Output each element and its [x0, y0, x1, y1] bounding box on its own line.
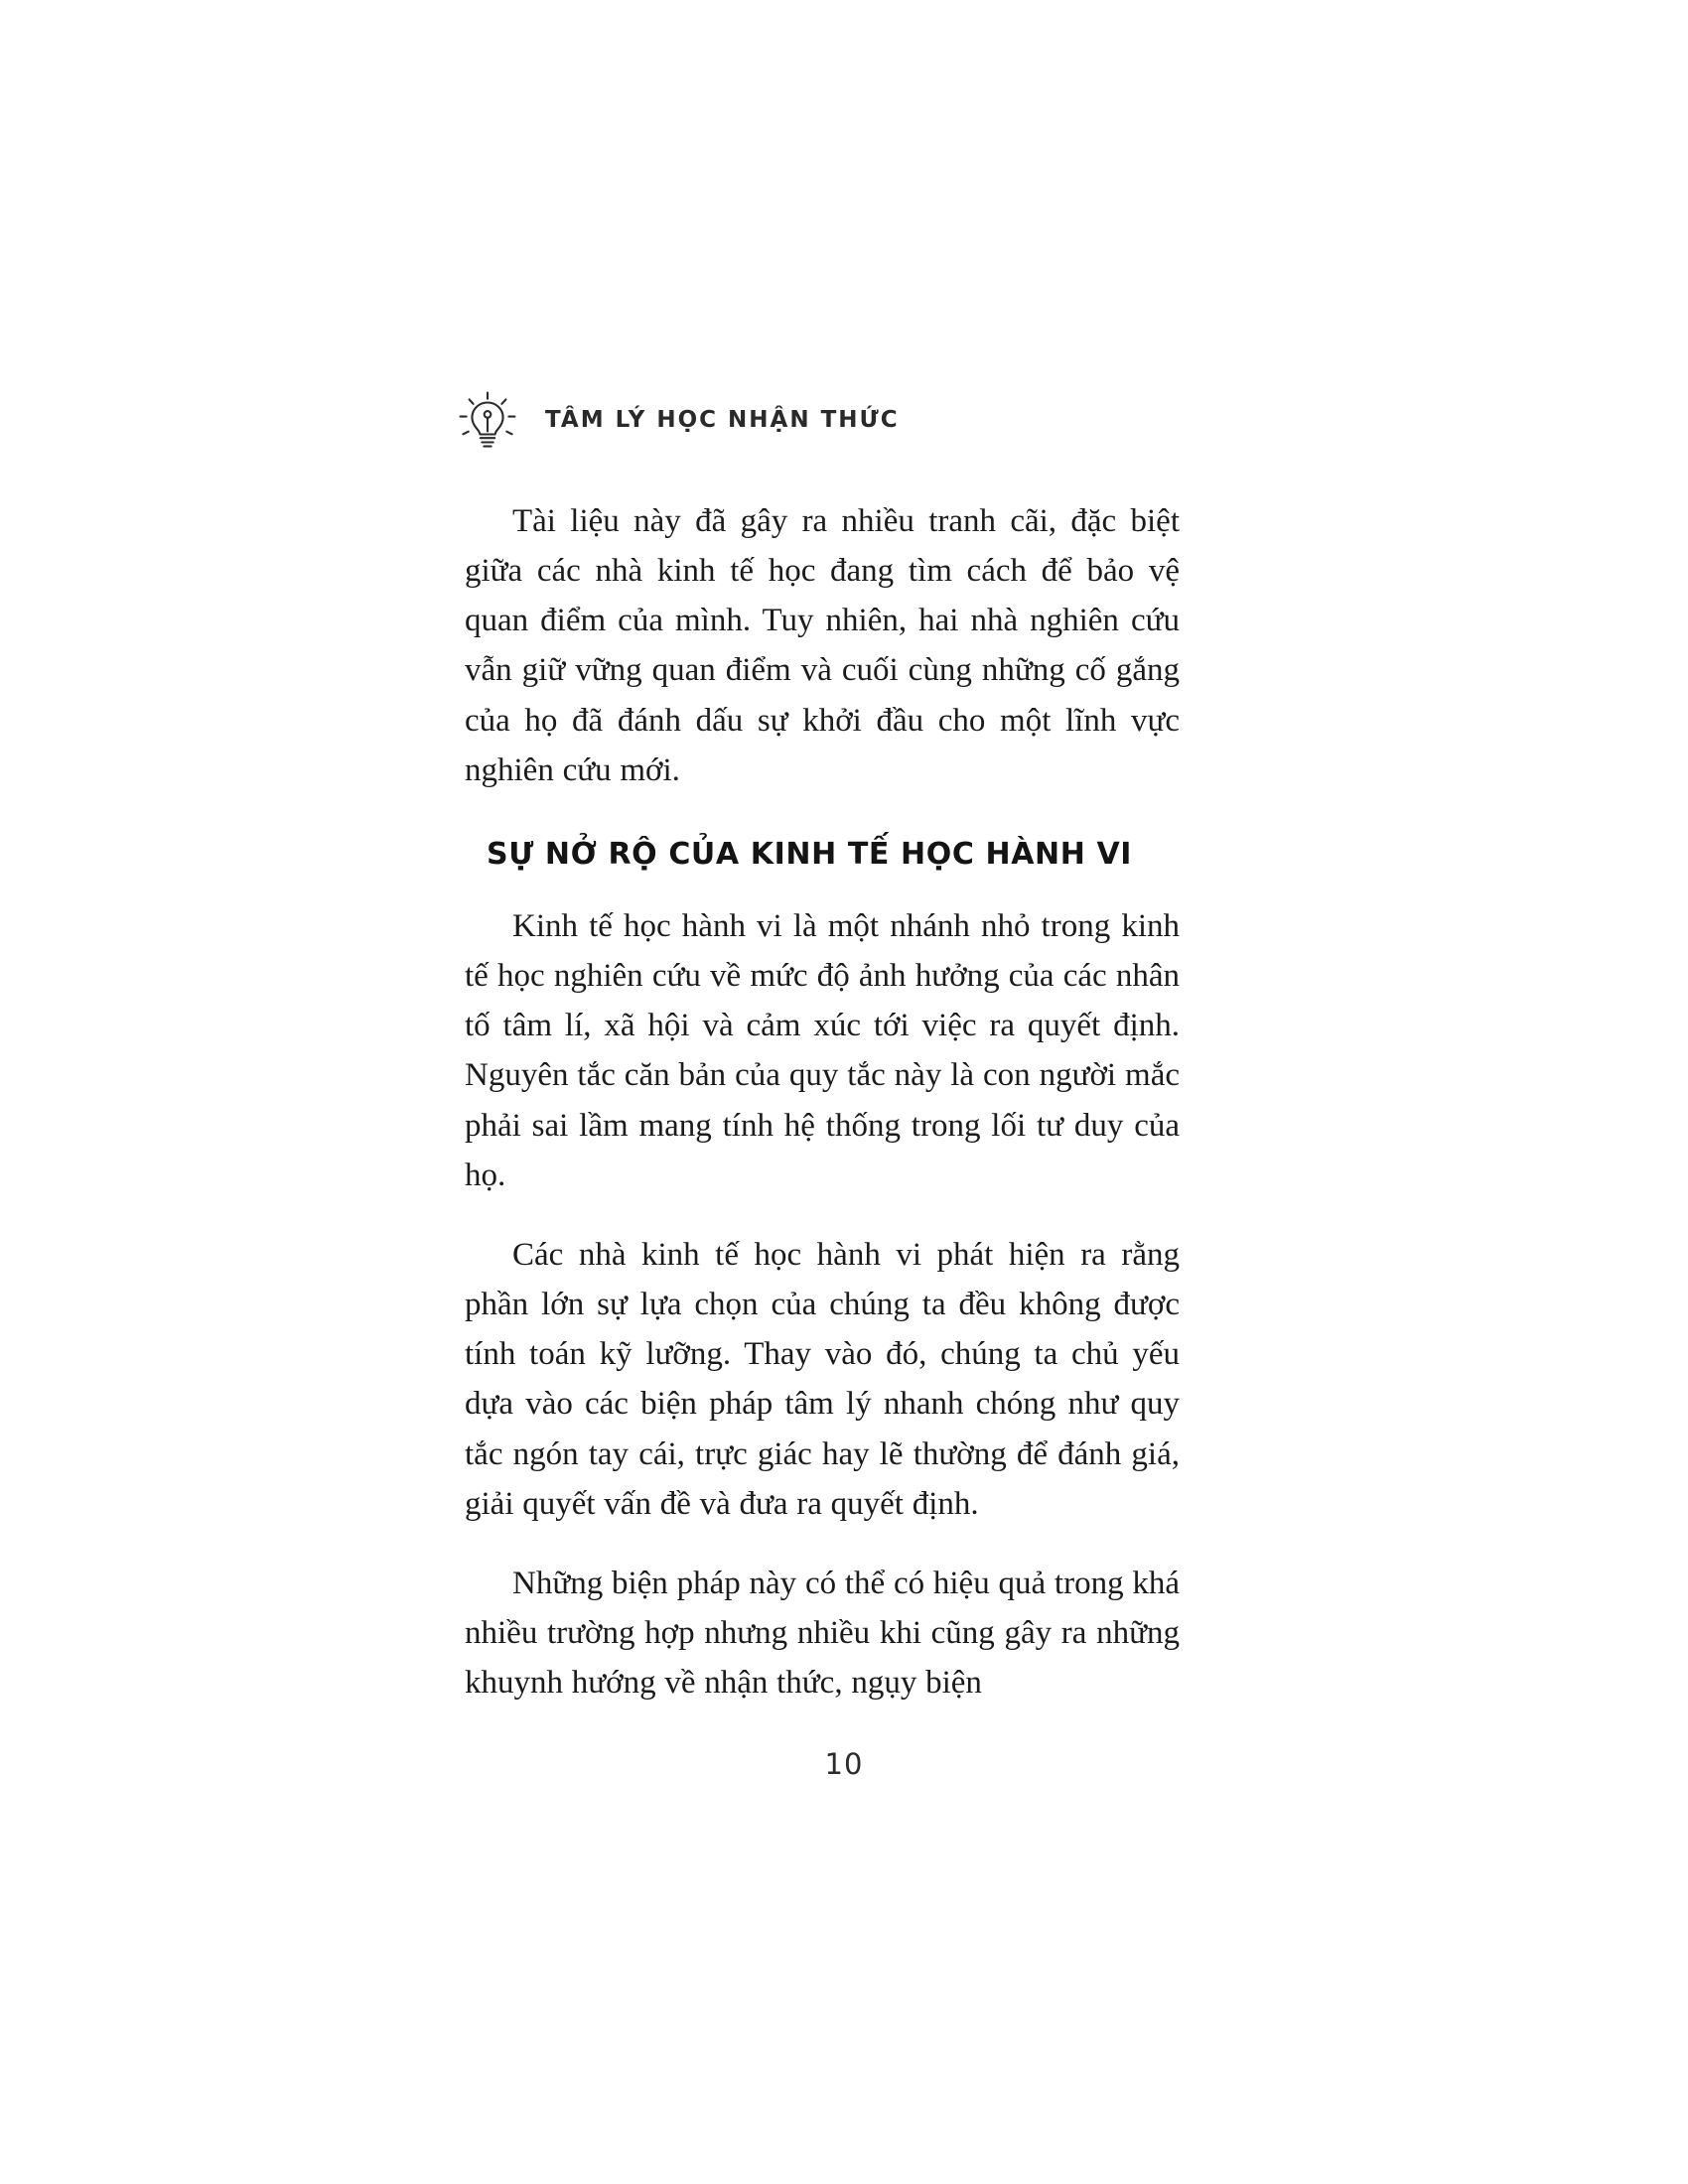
paragraph: Những biện pháp này có thể có hiệu quả trong khá nhiều trường hợp nhưng nhiều khi cũng gây ra những khuynh hướng về nhận thức, ngụy biện	[465, 1565, 1180, 1702]
section-heading: SỰ NỞ RỘ CỦA KINH TẾ HỌC HÀNH VI	[487, 836, 1133, 872]
lightbulb-idea-icon	[452, 386, 523, 458]
paragraph: Tài liệu này đã gây ra nhiều tranh cãi, đặc biệt giữa các nhà kinh tế học đang tìm cách để bảo vệ quan điểm của mình. Tuy nhiên, hai nhà nghiên cứu vẫn giữ vững quan điểm và cuối cùng những cố gắng của họ đã đánh dấu sự khởi đầu cho một lĩnh vực nghiên cứu mới.	[465, 503, 1180, 788]
paragraph: Các nhà kinh tế học hành vi phát hiện ra rằng phần lớn sự lựa chọn của chúng ta đều không được tính toán kỹ lưỡng. Thay vào đó, chúng ta chủ yếu dựa vào các biện pháp tâm lý nhanh chóng như quy tắc ngón tay cái, trực giác hay lẽ thường để đánh giá, giải quyết vấn đề và đưa ra quyết định.	[465, 1236, 1180, 1522]
running-head-label: TÂM LÝ HỌC NHẬN THỨC	[545, 407, 900, 433]
page-number: 10	[824, 1747, 864, 1781]
paragraph: Kinh tế học hành vi là một nhánh nhỏ trong kinh tế học nghiên cứu về mức độ ảnh hưởng của các nhân tố tâm lí, xã hội và cảm xúc tới việc ra quyết định. Nguyên tắc căn bản của quy tắc này là con người mắc phải sai lầm mang tính hệ thống trong lối tư duy của họ.	[465, 907, 1180, 1193]
body-column	[465, 496, 1180, 1737]
running-head	[452, 387, 1246, 457]
